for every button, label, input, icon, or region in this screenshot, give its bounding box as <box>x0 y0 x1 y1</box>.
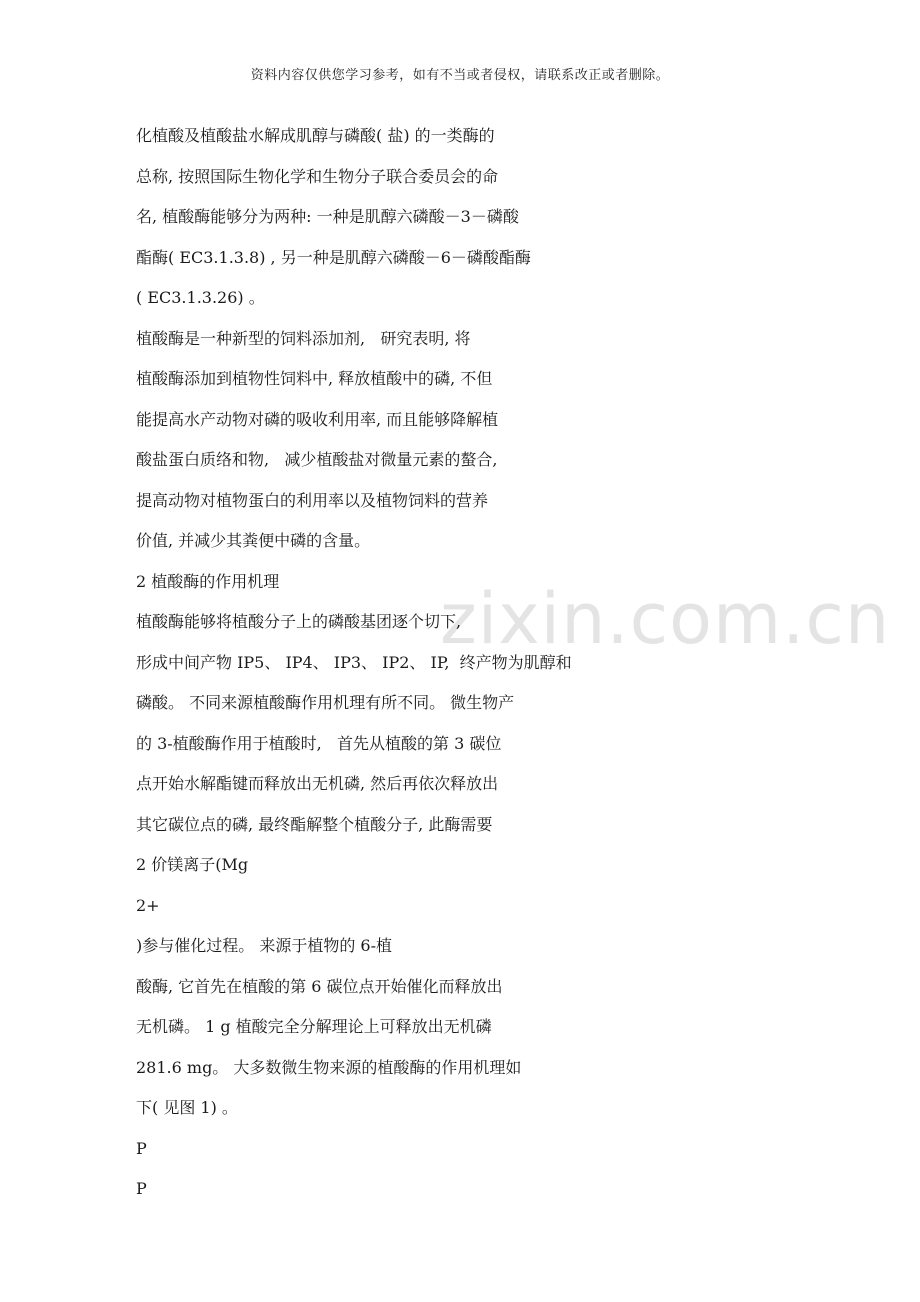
body-line: 281.6 mg。 大多数微生物来源的植酸酶的作用机理如 <box>136 1057 522 1077</box>
body-line: 形成中间产物 IP5、 IP4、 IP3、 IP2、 IP, 终产物为肌醇和 <box>136 652 572 672</box>
body-line: 化植酸及植酸盐水解成肌醇与磷酸( 盐) 的一类酶的 <box>136 126 495 145</box>
body-line: 植酸酶添加到植物性饲料中, 释放植酸中的磷, 不但 <box>136 369 493 388</box>
body-line: 的 3-植酸酶作用于植酸时, 首先从植酸的第 3 碳位 <box>136 733 502 753</box>
body-line: 无机磷。 1 g 植酸完全分解理论上可释放出无机磷 <box>136 1017 492 1036</box>
body-line: 植酸酶能够将植酸分子上的磷酸基团逐个切下, <box>136 612 462 631</box>
body-line: 价值, 并减少其粪便中磷的含量。 <box>136 531 371 550</box>
body-line: 植酸酶是一种新型的饲料添加剂, 研究表明, 将 <box>136 328 471 348</box>
watermark: zixin.com.cn <box>440 578 891 660</box>
body-line: ( EC3.1.3.26) 。 <box>136 288 265 307</box>
body-line: 提高动物对植物蛋白的利用率以及植物饲料的营养 <box>136 490 489 510</box>
body-line: 名, 植酸酶能够分为两种: 一种是肌醇六磷酸－3－磷酸 <box>136 207 519 226</box>
body-line: 点开始水解酯键而释放出无机磷, 然后再依次释放出 <box>136 774 499 793</box>
body-line: 磷酸。 不同来源植酸酶作用机理有所不同。 微生物产 <box>136 693 515 712</box>
body-line: 2+ <box>136 895 160 915</box>
body-line: P <box>136 1138 147 1158</box>
body-line: P <box>136 1179 147 1198</box>
body-line: 其它碳位点的磷, 最终酯解整个植酸分子, 此酶需要 <box>136 814 493 834</box>
body-line: 酸酶, 它首先在植酸的第 6 碳位点开始催化而释放出 <box>136 976 503 996</box>
body-line: 总称, 按照国际生物化学和生物分子联合委员会的命 <box>136 166 499 186</box>
body-line: 酸盐蛋白质络和物, 减少植酸盐对微量元素的螯合, <box>136 450 498 469</box>
page-header-notice: 资料内容仅供您学习参考，如有不当或者侵权，请联系改正或者删除。 <box>250 68 670 83</box>
body-line: 下( 见图 1) 。 <box>136 1098 238 1117</box>
body-line: )参与催化过程。 来源于植物的 6-植 <box>136 936 393 955</box>
body-line: 酯酶( EC3.1.3.8) , 另一种是肌醇六磷酸－6－磷酸酯酶 <box>136 247 531 267</box>
document-body <box>136 116 776 1210</box>
body-line: 能提高水产动物对磷的吸收利用率, 而且能够降解植 <box>136 409 499 429</box>
body-line: 2 价镁离子(Mg <box>136 855 249 874</box>
section-heading: 2 植酸酶的作用机理 <box>136 571 280 591</box>
